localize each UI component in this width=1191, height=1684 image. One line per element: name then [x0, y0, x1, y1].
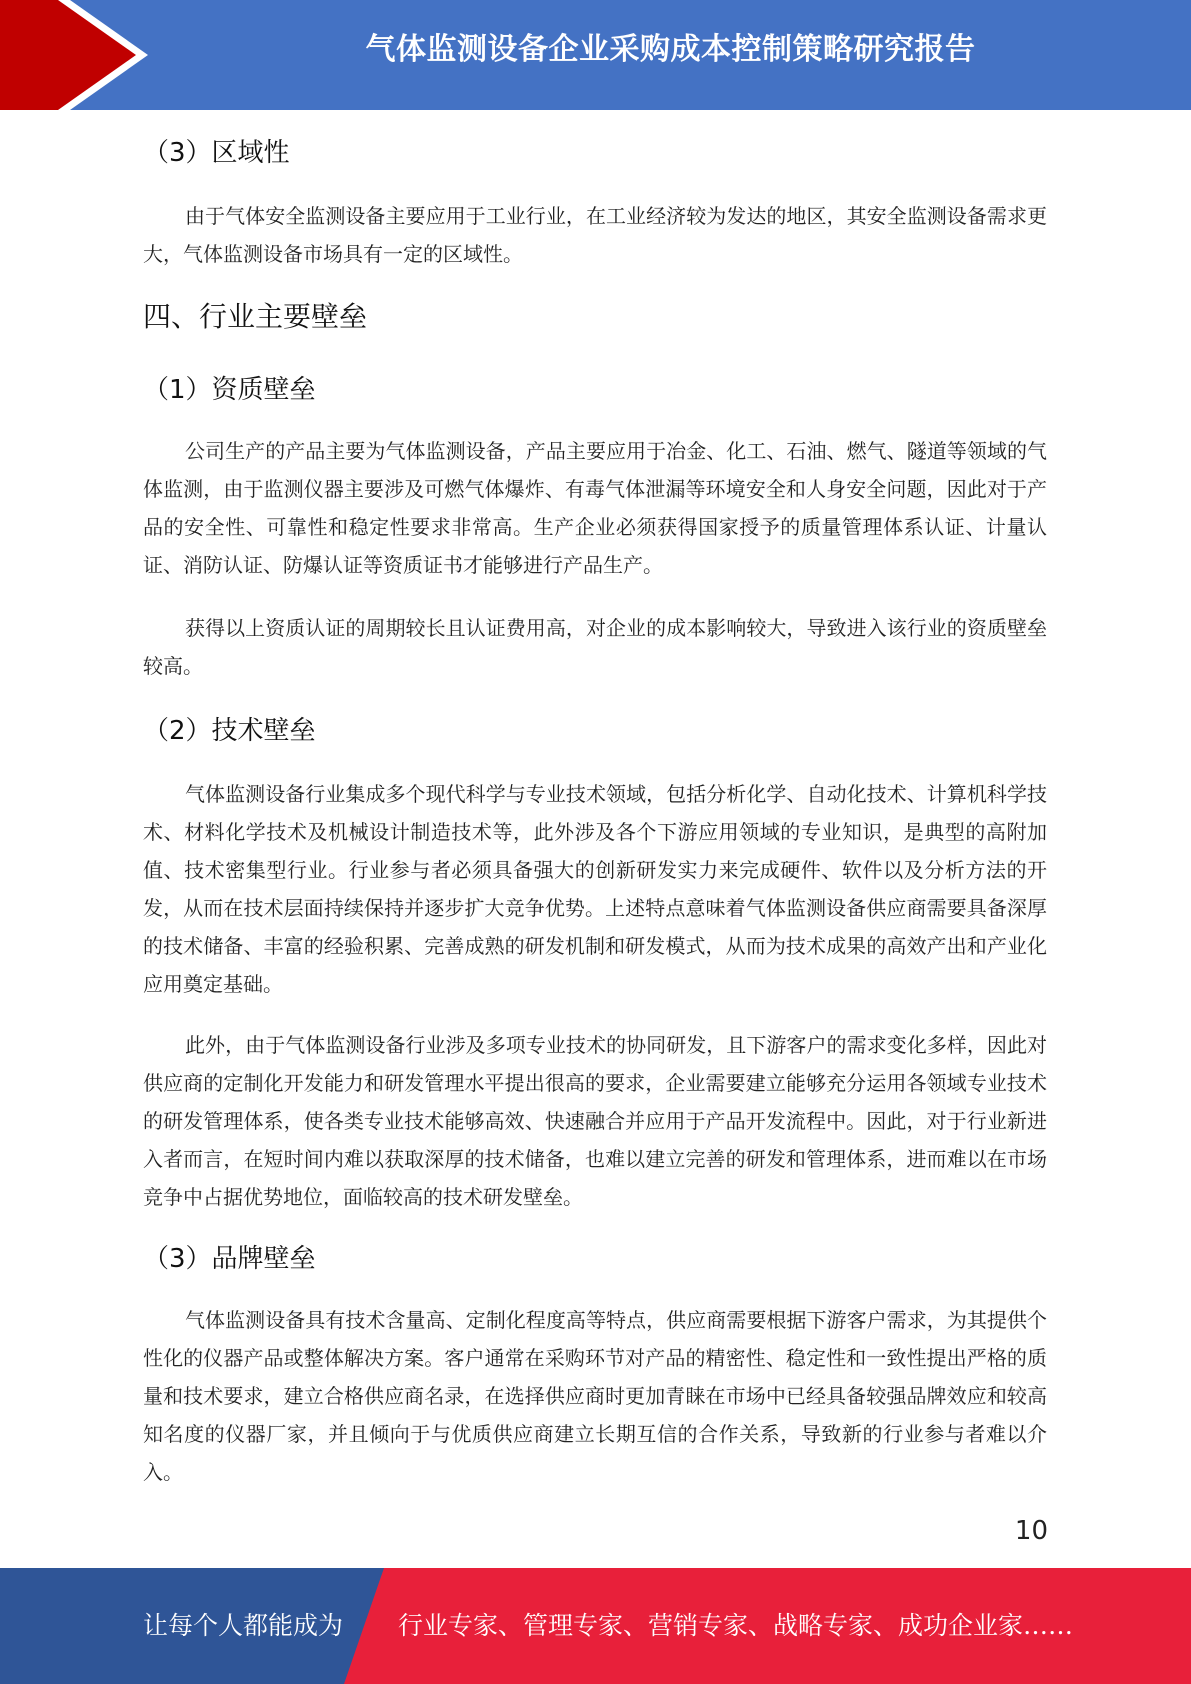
paragraph-brand: 气体监测设备具有技术含量高、定制化程度高等特点，供应商需要根据下游客户需求，为其提供个性化的仪器产品或整体解决方案。客户通常在采购环节对产品的精密性、稳定性和一致性提出严格的质量和技术要求，建立合格供应商名录，在选择供应商时更加青睐在市场中已经具备较强品牌效应和较高知名度的仪器厂家，并且倾向于与优质供应商建立长期互信的合作关系，导致新的行业参与者难以介入。 — [143, 1308, 1047, 1484]
heading-industry-barriers: 四、行业主要壁垒 — [143, 300, 368, 333]
footer-slogan-left: 让每个人都能成为 — [143, 1611, 344, 1640]
page-header — [0, 0, 1191, 110]
paragraph-qualification-2: 获得以上资质认证的周期较长且认证费用高，对企业的成本影响较大，导致进入该行业的资质壁垒较高。 — [143, 616, 1047, 678]
paragraph-technology-1: 气体监测设备行业集成多个现代科学与专业技术领域，包括分析化学、自动化技术、计算机科学技术、材料化学技术及机械设计制造技术等，此外涉及各个下游应用领域的专业知识，是典型的高附加值、技术密集型行业。行业参与者必须具备强大的创新研发实力来完成硬件、软件以及分析方法的开发，从而在技术层面持续保持并逐步扩大竞争优势。上述特点意味着气体监测设备供应商需要具备深厚的技术储备、丰富的经验积累、完善成熟的研发机制和研发模式，从而为技术成果的高效产出和产业化应用奠定基础。 — [143, 782, 1047, 996]
paragraph-technology-2: 此外，由于气体监测设备行业涉及多项专业技术的协同研发，且下游客户的需求变化多样，因此对供应商的定制化开发能力和研发管理水平提出很高的要求，企业需要建立能够充分运用各领域专业技术的研发管理体系，使各类专业技术能够高效、快速融合并应用于产品开发流程中。因此，对于行业新进入者而言，在短时间内难以获取深厚的技术储备，也难以建立完善的研发和管理体系，进而难以在市场竞争中占据优势地位，面临较高的技术研发壁垒。 — [143, 1033, 1047, 1209]
heading-regional: （3）区域性 — [143, 138, 290, 168]
report-title: 气体监测设备企业采购成本控制策略研究报告 — [365, 32, 976, 67]
paragraph-qualification-1: 公司生产的产品主要为气体监测设备，产品主要应用于冶金、化工、石油、燃气、隧道等领域的气体监测，由于监测仪器主要涉及可燃气体爆炸、有毒气体泄漏等环境安全和人身安全问题，因此对于产品的安全性、可靠性和稳定性要求非常高。生产企业必须获得国家授予的质量管理体系认证、计量认证、消防认证、防爆认证等资质证书才能够进行产品生产。 — [143, 439, 1047, 577]
page-number: 10 — [1014, 1516, 1048, 1546]
heading-brand-barrier: （3）品牌壁垒 — [143, 1244, 316, 1274]
paragraph-regional: 由于气体安全监测设备主要应用于工业行业，在工业经济较为发达的地区，其安全监测设备需求更大，气体监测设备市场具有一定的区域性。 — [143, 204, 1047, 266]
page-footer — [0, 1568, 1191, 1684]
heading-technology-barrier: （2）技术壁垒 — [143, 716, 316, 746]
footer-slogan-right: 行业专家、管理专家、营销专家、战略专家、成功企业家…… — [398, 1611, 1074, 1640]
heading-qualification-barrier: （1）资质壁垒 — [143, 375, 316, 405]
